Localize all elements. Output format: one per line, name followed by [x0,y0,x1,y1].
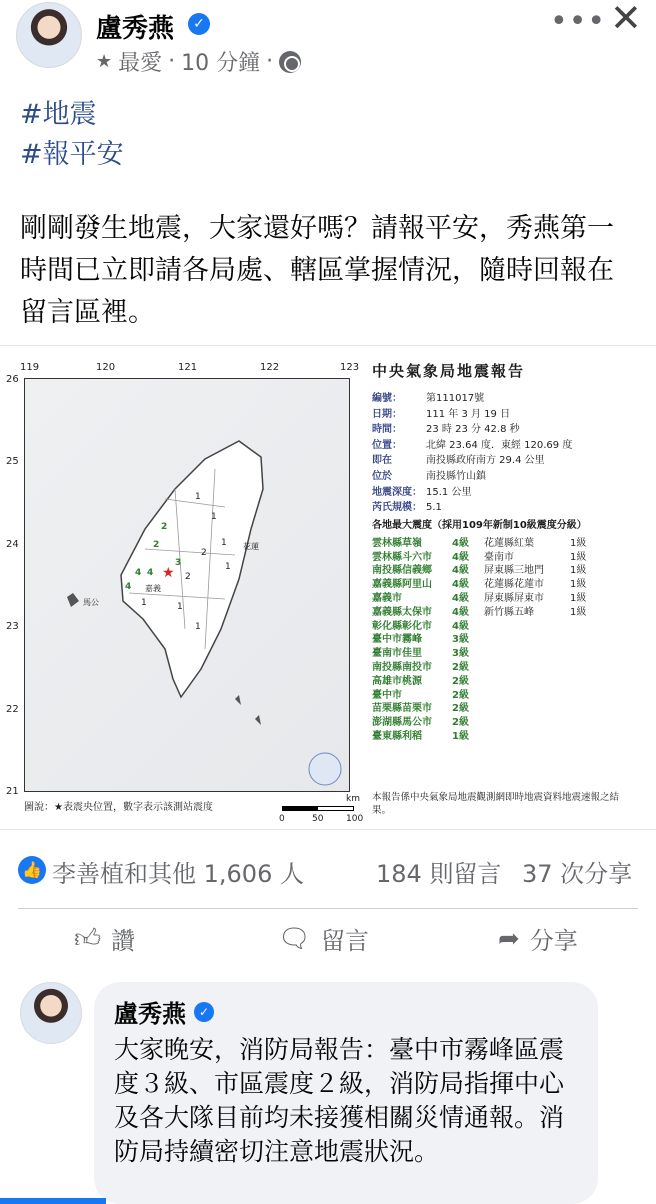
intensity-row [484,548,600,562]
like-button[interactable] [74,921,135,956]
station-intensity: 4級 [452,606,469,618]
station-name: 臺南市佳里 [372,648,422,660]
map-legend: 圖說：★表震央位置，數字表示該測站震度 [24,802,213,813]
share-button[interactable] [498,921,578,956]
report-row-key: 位置： [372,439,402,451]
report-row [372,467,642,483]
report-footnote: 本報告係中央氣象局地震觀測網即時地震資料地震速報之結果。 [372,792,620,816]
report-row-key: 地震深度： [372,486,422,498]
scale-bar [282,806,354,811]
station-name: 嘉義縣阿里山 [372,579,432,591]
station-name: 臺中市霧峰 [372,634,422,646]
station-name: 澎湖縣馬公市 [372,717,432,729]
report-panel [372,360,642,744]
station-name: 花蓮縣花蓮市 [484,579,544,591]
station-name: 高雄市桃源 [372,675,422,687]
station-name: 雲林縣草嶺 [372,537,422,549]
taiwan-map-drawing [25,379,350,792]
intensity-table [372,534,642,744]
intensity-col-right [484,534,600,617]
station-name: 花蓮縣紅葉 [484,537,534,549]
report-row-key: 位於 [372,470,392,482]
lat-tick: 21 [6,786,19,797]
report-row-key: 日期： [372,408,402,420]
like-label: 讚 [111,927,136,955]
svg-text:2: 2 [201,548,207,558]
lat-tick: 25 [6,456,19,467]
station-name: 臺東縣利稻 [372,730,422,742]
station-name: 臺中市 [372,689,402,701]
report-row-value: 111 年 3 月 19 日 [426,408,511,420]
report-row-value: 第111017號 [426,393,485,404]
report-title: 中央氣象局地震報告 [372,362,526,380]
svg-text:1: 1 [211,512,217,522]
intensity-row [372,589,482,603]
penghu-label: 馬公 [83,598,99,607]
intensity-row [372,534,482,548]
verified-icon: ✓ [194,1002,214,1022]
svg-text:4: 4 [147,568,154,578]
station-name: 南投縣信義鄉 [372,565,432,577]
svg-text:1: 1 [195,492,201,502]
close-icon[interactable]: ✕ [610,0,642,40]
svg-text:1: 1 [141,598,147,608]
svg-text:1: 1 [195,622,201,632]
comment-bubble [94,982,598,1204]
thumbs-up-icon: 👍︎ [74,924,102,954]
intensity-row [484,603,600,617]
intensity-row [372,713,482,727]
report-rows [372,389,642,514]
svg-text:4: 4 [125,582,132,592]
scale-tick: 50 [312,814,324,824]
post-header [0,0,656,90]
share-icon: ➦ [498,923,520,954]
likes-count[interactable]: 李善植和其他 1,606 人 [52,860,304,888]
intensity-row [484,589,600,603]
station-intensity: 1級 [452,730,469,742]
station-name: 嘉義縣太保市 [372,606,432,618]
station-intensity: 2級 [452,661,469,673]
scale-unit: km [346,794,360,804]
action-bar [18,908,638,972]
station-intensity: 2級 [452,703,469,715]
more-icon[interactable]: ••• [550,4,607,39]
station-intensity: 1級 [570,592,587,604]
report-row-value: 南投縣竹山鎮 [426,470,486,482]
intensity-row [372,575,482,589]
report-row-value: 北緯 23.64 度．東經 120.69 度 [426,439,573,451]
intensity-row [372,672,482,686]
report-row [372,451,642,467]
report-row-key: 時間： [372,424,402,436]
intensity-row [372,686,482,700]
comment-icon: 🗨︎ [278,923,312,954]
station-intensity: 4級 [452,592,469,604]
station-intensity: 4級 [452,551,469,563]
report-row [372,389,642,405]
intensity-row [484,575,600,589]
lon-tick: 122 [260,362,280,373]
intensity-row [372,727,482,741]
report-row-key: 編號： [372,393,402,404]
intensity-row [372,548,482,562]
reaction-stats [0,848,656,896]
audience-label: 最愛 [118,51,163,76]
station-intensity: 2級 [452,689,469,701]
station-name: 南投縣南投市 [372,661,432,673]
scale-tick: 0 [279,814,285,824]
station-intensity: 3級 [452,648,469,660]
hashtag-link[interactable]: #地震 [20,99,97,130]
commenter-avatar[interactable] [20,982,82,1044]
comments-count[interactable]: 184 則留言 [376,860,502,888]
station-intensity: 4級 [452,565,469,577]
report-row-value: 15.1 公里 [426,486,472,498]
station-intensity: 2級 [452,717,469,729]
scale-tick: 100 [346,814,364,824]
epicenter-star: ★ [162,565,175,581]
station-name: 嘉義市 [372,592,402,604]
comment-text: 大家晚安，消防局報告：臺中市霧峰區震度３級、市區震度２級，消防局指揮中心及各大隊目前均未接獲相關災情通報。消防局持續密切注意地震狀況。 [114,1035,565,1166]
lon-tick: 121 [178,362,198,373]
comment-author-name: 盧秀燕 [114,1000,186,1028]
station-intensity: 1級 [570,537,587,549]
intensity-row [372,617,482,631]
station-name: 臺南市 [484,551,514,563]
report-row [372,498,642,514]
svg-text:4: 4 [135,568,142,578]
station-name: 苗栗縣苗栗市 [372,703,432,715]
station-name: 屏東縣三地門 [484,565,544,577]
like-reaction-icon: 👍 [18,856,46,884]
earthquake-report-image[interactable] [0,345,656,830]
penghu-island [67,593,79,607]
intensity-row [372,644,482,658]
chiayi-label: 嘉義 [145,584,161,593]
comment-author[interactable] [114,994,578,1029]
report-row-key: 芮氏規模： [372,502,422,514]
taiwan-map [24,378,350,792]
lon-tick: 123 [340,362,360,373]
svg-text:2: 2 [185,572,191,582]
small-islands [235,695,261,725]
lon-tick: 120 [96,362,116,373]
svg-text:3: 3 [175,558,182,568]
station-name: 雲林縣斗六市 [372,551,432,563]
scroll-indicator [0,1198,106,1204]
svg-text:1: 1 [177,602,183,612]
intensity-row [372,603,482,617]
station-name: 新竹縣五峰 [484,606,534,618]
report-row [372,405,642,421]
svg-text:1: 1 [221,538,227,548]
post-meta [96,46,301,77]
meta-separator: · [168,49,176,74]
intensity-row [484,534,600,548]
station-intensity: 1級 [570,565,587,577]
intensity-heading: 各地最大震度（採用109年新制10級震度分級） [372,519,587,531]
svg-text:1: 1 [225,562,231,572]
station-intensity: 1級 [570,551,587,563]
report-row-value: 5.1 [426,502,442,514]
svg-text:2: 2 [161,522,168,532]
post-body-text: 剛剛發生地震，大家還好嗎？請報平安，秀燕第一時間已立即請各局處、轄區掌握情況，隨時回報在留言區裡。 [20,213,614,328]
lat-tick: 22 [6,704,19,715]
station-name: 屏東縣屏東市 [484,592,544,604]
station-intensity: 1級 [570,606,587,618]
author-name[interactable]: 盧秀燕 [96,14,175,44]
post-time[interactable]: 10 分鐘 [181,51,261,76]
report-row-value: 南投縣政府南方 29.4 公里 [426,455,545,467]
station-intensity: 1級 [570,579,587,591]
lat-tick: 24 [6,539,19,550]
station-intensity: 4級 [452,579,469,591]
intensity-row [372,561,482,575]
meta-separator: · [266,49,274,74]
lon-tick: 119 [20,362,40,373]
intensity-row [372,630,482,644]
intensity-row [372,658,482,672]
station-name: 彰化縣彰化市 [372,620,432,632]
globe-icon [279,51,301,73]
report-row [372,420,642,436]
comment-button[interactable] [278,921,369,956]
station-intensity: 4級 [452,620,469,632]
cwb-logo [309,753,341,785]
shares-count[interactable]: 37 次分享 [522,860,633,888]
intensity-row [484,561,600,575]
intensity-row [372,699,482,713]
star-icon: ★ [96,51,113,72]
lat-tick: 26 [6,374,19,385]
svg-text:2: 2 [153,540,160,550]
station-intensity: 4級 [452,537,469,549]
lat-tick: 23 [6,621,19,632]
hashtag-link[interactable]: #報平安 [20,139,124,170]
report-row [372,436,642,452]
station-intensity: 3級 [452,634,469,646]
verified-icon: ✓ [188,13,210,35]
report-row [372,483,642,499]
station-intensity: 2級 [452,675,469,687]
share-label: 分享 [529,927,578,955]
report-row-value: 23 時 23 分 42.8 秒 [426,424,520,436]
report-row-key: 即在 [372,455,392,467]
hualien-label: 花蓮 [243,542,259,551]
comment-label: 留言 [321,927,370,955]
author-avatar[interactable] [16,2,82,68]
intensity-col-left [372,534,482,741]
taiwan-outline [121,441,263,697]
